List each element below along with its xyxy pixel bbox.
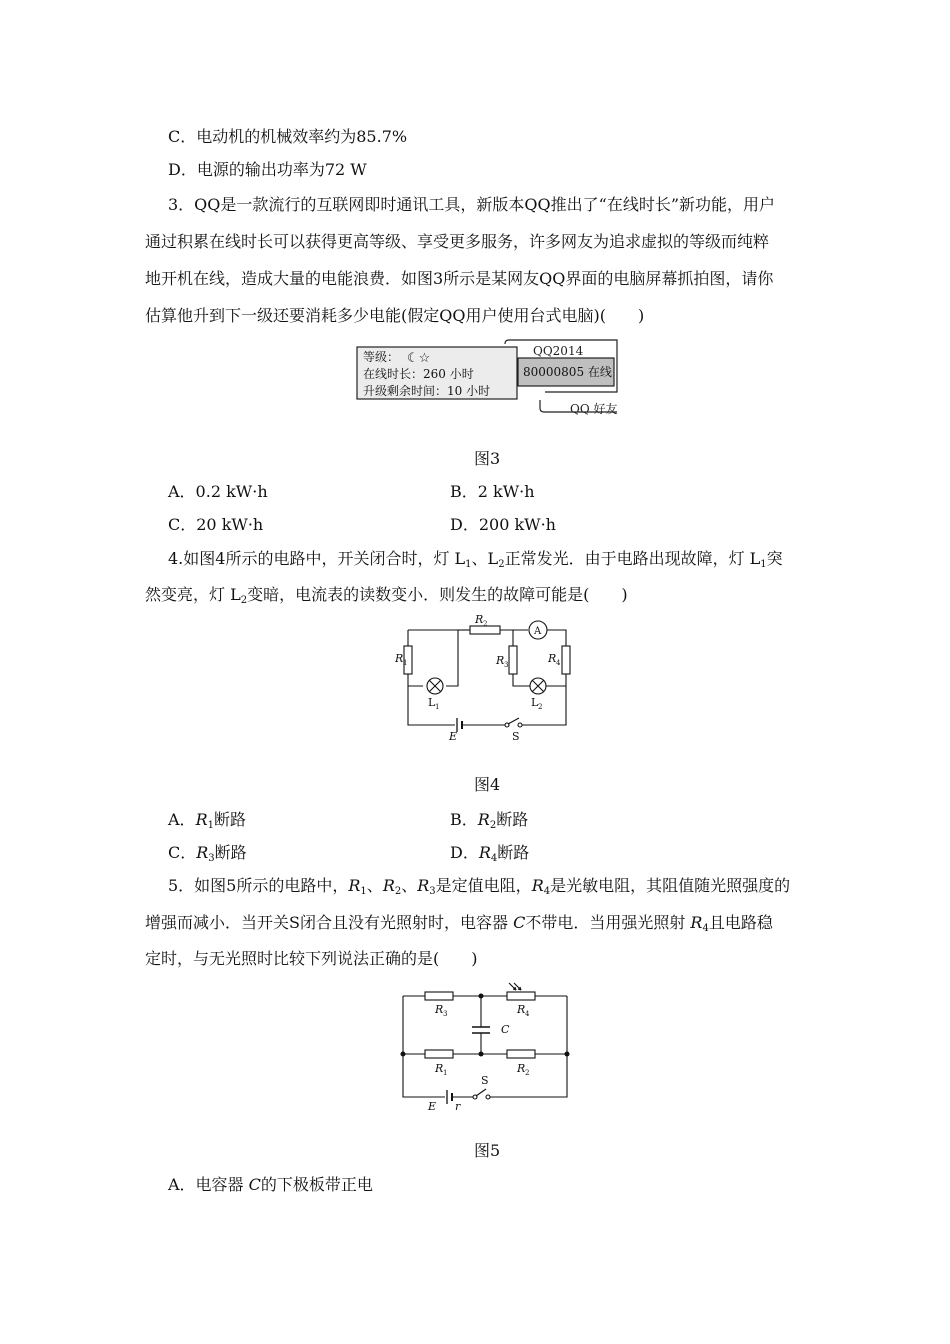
resistor-r4: [562, 646, 570, 674]
q3-option-a: A．0.2 kW·h: [168, 482, 268, 501]
q4-line-1: 4.如图4所示的电路中，开关闭合时，灯 $L_1$、$L_2$正常发光．由于电路出现故障，灯 $L_1$突: [168, 549, 783, 570]
svg-text:1: 1: [403, 659, 408, 667]
figure-4-circuit: [395, 610, 580, 745]
level-label: 等级：: [363, 350, 400, 364]
svg-text:R: R: [517, 1003, 526, 1016]
svg-text:R: R: [435, 1062, 444, 1075]
q4-option-d: D．$R_4$断路: [450, 843, 530, 864]
q4-option-b: B．$R_2$断路: [450, 810, 529, 831]
svg-text:L: L: [531, 696, 539, 709]
q3-line-2: 通过积累在线时长可以获得更高等级、享受更多服务，许多网友为追求虚拟的等级而纯粹: [145, 232, 770, 251]
svg-text:3: 3: [443, 1010, 448, 1018]
q4-option-a: A．$R_1$断路: [168, 810, 246, 831]
qq-number-text: 80000805 在线: [523, 365, 612, 379]
svg-text:A: A: [534, 626, 542, 637]
q3-option-b: B．2 kW·h: [450, 482, 535, 501]
q3-option-c: C．20 kW·h: [168, 515, 264, 534]
figure-5-caption: 图5: [474, 1141, 501, 1160]
q5-line-3: 定时，与无光照时比较下列说法正确的是( ): [145, 949, 478, 968]
resistor-r3: [509, 646, 517, 674]
resistor-r1: [425, 1050, 453, 1058]
svg-text:2: 2: [525, 1069, 530, 1077]
q4-option-c: C．$R_3$断路: [168, 843, 247, 864]
svg-text:R: R: [435, 1003, 444, 1016]
level-moon-star-icon: ☾☆: [407, 351, 431, 366]
q5-line-1: 5．如图5所示的电路中，$R_1$、$R_2$、$R_3$是定值电阻，$R_4$是光敏电阻，其阻值随光照强度的: [168, 876, 791, 897]
q3-line-4: 估算他升到下一级还要消耗多少电能(假定QQ用户使用台式电脑)( ): [145, 306, 645, 325]
qq-version-text: QQ2014: [533, 344, 584, 358]
svg-text:2: 2: [538, 703, 543, 711]
figure-4-caption: 图4: [474, 775, 501, 794]
online-time-text: 在线时长：260 小时: [363, 367, 474, 381]
q4-line-2: 然变亮，灯 $L_2$变暗，电流表的读数变小．则发生的故障可能是( ): [145, 585, 628, 606]
q5-line-2: 增强而减小．当开关S闭合且没有光照射时，电容器 C不带电．当用强光照射 $R_4$且电路稳: [145, 913, 773, 934]
svg-text:3: 3: [504, 661, 509, 669]
resistor-r3: [425, 992, 453, 1000]
option-c-text: C．电动机的机械效率约为85.7%: [168, 127, 408, 146]
q5-option-a: A．电容器 C的下极板带正电: [168, 1175, 373, 1194]
svg-text:E: E: [428, 1100, 437, 1113]
q3-line-1: 3．QQ是一款流行的互联网即时通讯工具，新版本QQ推出了“在线时长”新功能，用户: [168, 195, 776, 214]
svg-text:2: 2: [483, 620, 488, 628]
q3-option-d: D．200 kW·h: [450, 515, 556, 534]
svg-text:R: R: [548, 652, 557, 665]
svg-text:4: 4: [525, 1010, 530, 1018]
remaining-time-text: 升级剩余时间：10 小时: [363, 384, 491, 398]
option-d-text: D．电源的输出功率为72 W: [168, 160, 367, 179]
svg-text:E: E: [449, 730, 458, 743]
figure-3-caption: 图3: [474, 449, 501, 468]
svg-text:R: R: [517, 1062, 526, 1075]
q3-line-3: 地开机在线，造成大量的电能浪费．如图3所示是某网友QQ界面的电脑屏幕抓拍图，请你: [145, 269, 774, 288]
svg-text:S: S: [512, 730, 520, 743]
figure-5-circuit: [395, 977, 580, 1117]
svg-text:1: 1: [443, 1069, 448, 1077]
svg-text:4: 4: [556, 659, 561, 667]
qq-friends-text: QQ 好友: [570, 402, 618, 416]
svg-text:1: 1: [435, 703, 440, 711]
svg-text:S: S: [481, 1074, 489, 1087]
resistor-r2: [507, 1050, 535, 1058]
photoresistor-r4: [507, 992, 535, 1000]
svg-text:L: L: [428, 696, 436, 709]
svg-text:R: R: [395, 652, 404, 665]
svg-text:R: R: [475, 613, 484, 626]
svg-text:r: r: [455, 1100, 461, 1113]
svg-text:R: R: [496, 654, 505, 667]
svg-text:C: C: [501, 1023, 510, 1036]
figure-3-qq-screenshot: [355, 338, 625, 420]
